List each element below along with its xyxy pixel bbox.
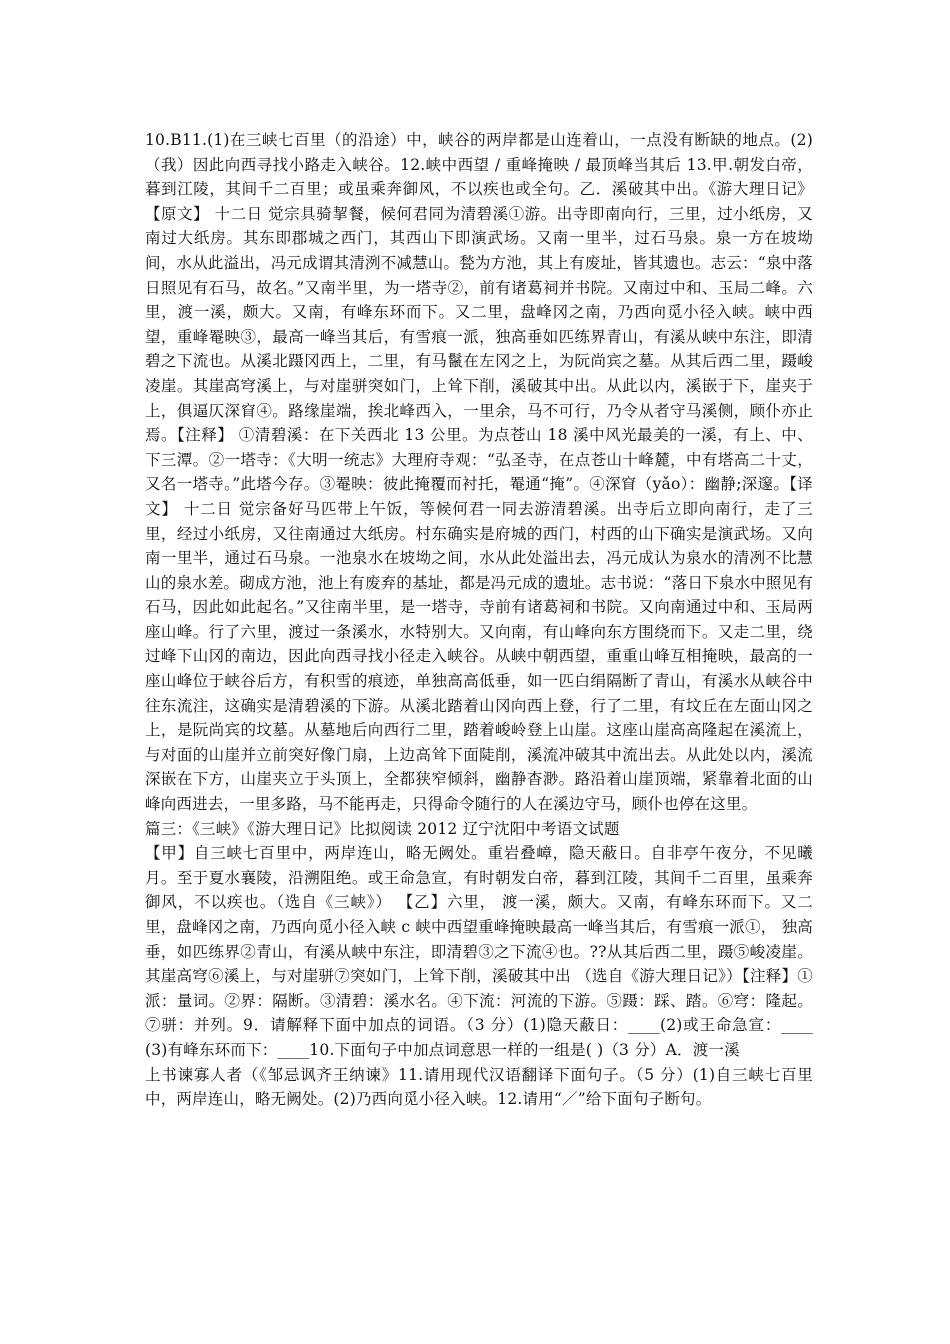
answer-and-source-paragraph: 10.B11.(1)在三峡七百里（的沿途）中，峡谷的两岸都是山连着山，一点没有断缺的地点。(2)（我）因此向西寻找小路走入峡谷。12.峡中西望 / 重峰掩映 / 最顶峰当其后 13.甲.朝发白帝，暮到江陵，其间千二百里；或虽乘奔御风，不以疾也或全句。乙．溪破其中出。《游大理日记》【原文】 十二日 觉宗具骑挈餐，候何君同为清碧溪①游。出寺即南向行，三里，过小纸房，又南过大纸房。其东即郡城之西门，其西山下即演武场。又南一里半，过石马泉。泉一方在坡坳间，水从此溢出，冯元成谓其清洌不减慧山。甃为方池，其上有废址，皆其遗也。志云：“泉中落日照见有石马，故名。”又南半里，为一塔寺②，前有诸葛祠并书院。又南过中和、玉局二峰。六里，渡一溪，颇大。又南，有峰东环而下。又二里，盘峰冈之南，乃西向觅小径入峡。峡中西望，重峰罨映③，最高一峰当其后，有雪痕一派，独高垂如匹练界青山，有溪从峡中东注，即清碧之下流也。从溪北蹑冈西上，二里，有马鬣在左冈之上，为阮尚宾之墓。从其后西二里，蹑峻凌崖。其崖高穹溪上，与对崖骈突如门，上耸下削，溪破其中出。从此以内，溪嵌于下，崖夹于上，俱逼仄深窅④。路缘崖端，挨北峰西入，一里余，马不可行，乃令从者守马溪侧，顾仆亦止焉。【注释】 ①清碧溪：在下关西北 13 公里。为点苍山 18 溪中风光最美的一溪，有上、中、下三潭。②一塔寺：《大明一统志》大理府寺观：“弘圣寺，在点苍山十峰麓，中有塔高二十丈，又名一塔寺。”此塔今存。③罨映：彼此掩覆而衬托，罨通“掩”。④深窅（yǎo）：幽静;深邃。【译文】 十二日 觉宗备好马匹带上午饭，等候何君一同去游清碧溪。出寺后立即向南行，走了三里，经过小纸房，又往南通过大纸房。村东确实是府城的西门，村西的山下确实是演武场。又向南一里半，通过石马泉。一池泉水在坡坳之间，水从此处溢出去，冯元成认为泉水的清冽不比慧山的泉水差。砌成方池，池上有废弃的基址，都是冯元成的遗址。志书说：“落日下泉水中照见有石马，因此如此起名。”又往南半里，是一塔寺，寺前有诸葛祠和书院。又向南通过中和、玉局两座山峰。行了六里，渡过一条溪水，水特别大。又向南，有山峰向东方围绕而下。又走二里，绕过峰下山冈的南边，因此向西寻找小径走入峡谷。从峡中朝西望，重重山峰互相掩映，最高的一座山峰位于峡谷后方，有积雪的痕迹，单独高高低垂，如一匹白绢隔断了青山，有溪水从峡谷中往东流注，这确实是清碧溪的下游。从溪北踏着山冈向西上登，行了二里，有坟丘在左面山冈之上，是阮尚宾的坟墓。从墓地后向西行二里，踏着峻岭登上山崖。这座山崖高高隆起在溪流上，与对面的山崖并立前突好像门扇，上边高耸下面陡削，溪流冲破其中流出去。从此处以内，溪流深嵌在下方，山崖夹立于头顶上，全都狭窄倾斜，幽静杳渺。路沿着山崖顶端，紧靠着北面的山峰向西进去，一里多路，马不能再走，只得命令随行的人在溪边守马，顾仆也停在这里。	[145, 131, 813, 814]
document-body	[145, 128, 813, 1112]
exam-passage-paragraph: 【甲】自三峡七百里中，两岸连山，略无阙处。重岩叠嶂，隐天蔽日。自非亭午夜分，不见曦月。至于夏水襄陵，沿溯阻绝。或王命急宣，有时朝发白帝，暮到江陵，其间千二百里，虽乘奔御风，不以疾也。（选自《三峡》） 【乙】六里， 渡一溪，颇大。又南，有峰东环而下。又二里，盘峰冈之南，乃西向觅小径入峡 c 峡中西望重峰掩映最高一峰当其后，有雪痕一派①， 独高垂，如匹练界②青山，有溪从峡中东注，即清碧③之下流④也。??从其后西二里，蹑⑤峻凌崖。其崖高穹⑥溪上，与对崖骈⑦突如门，上耸下削，溪破其中出 （选自《游大理日记》）【注释】①派：量词。②界：隔断。③清碧：溪水名。④下流：河流的下游。⑤蹑：踩、踏。⑥穹：隆起。⑦骈：并列。9．请解释下面中加点的词语。（3 分）(1)隐天蔽日：____(2)或王命急宣：____ (3)有峰东环而下：____10.下面句子中加点词意思一样的一组是( )（3 分）A．渡一溪	[145, 844, 813, 1059]
section-heading: 篇三：《三峡》《游大理日记》比拟阅读 2012 辽宁沈阳中考语文试题	[145, 819, 620, 838]
exam-questions-paragraph: 上书谏寡人者（《邹忌讽齐王纳谏》11.请用现代汉语翻译下面句子。（5 分）(1)自三峡七百里中，两岸连山，略无阙处。(2)乃西向觅小径入峡。12.请用“／”给下面句子断句。	[145, 1065, 813, 1109]
